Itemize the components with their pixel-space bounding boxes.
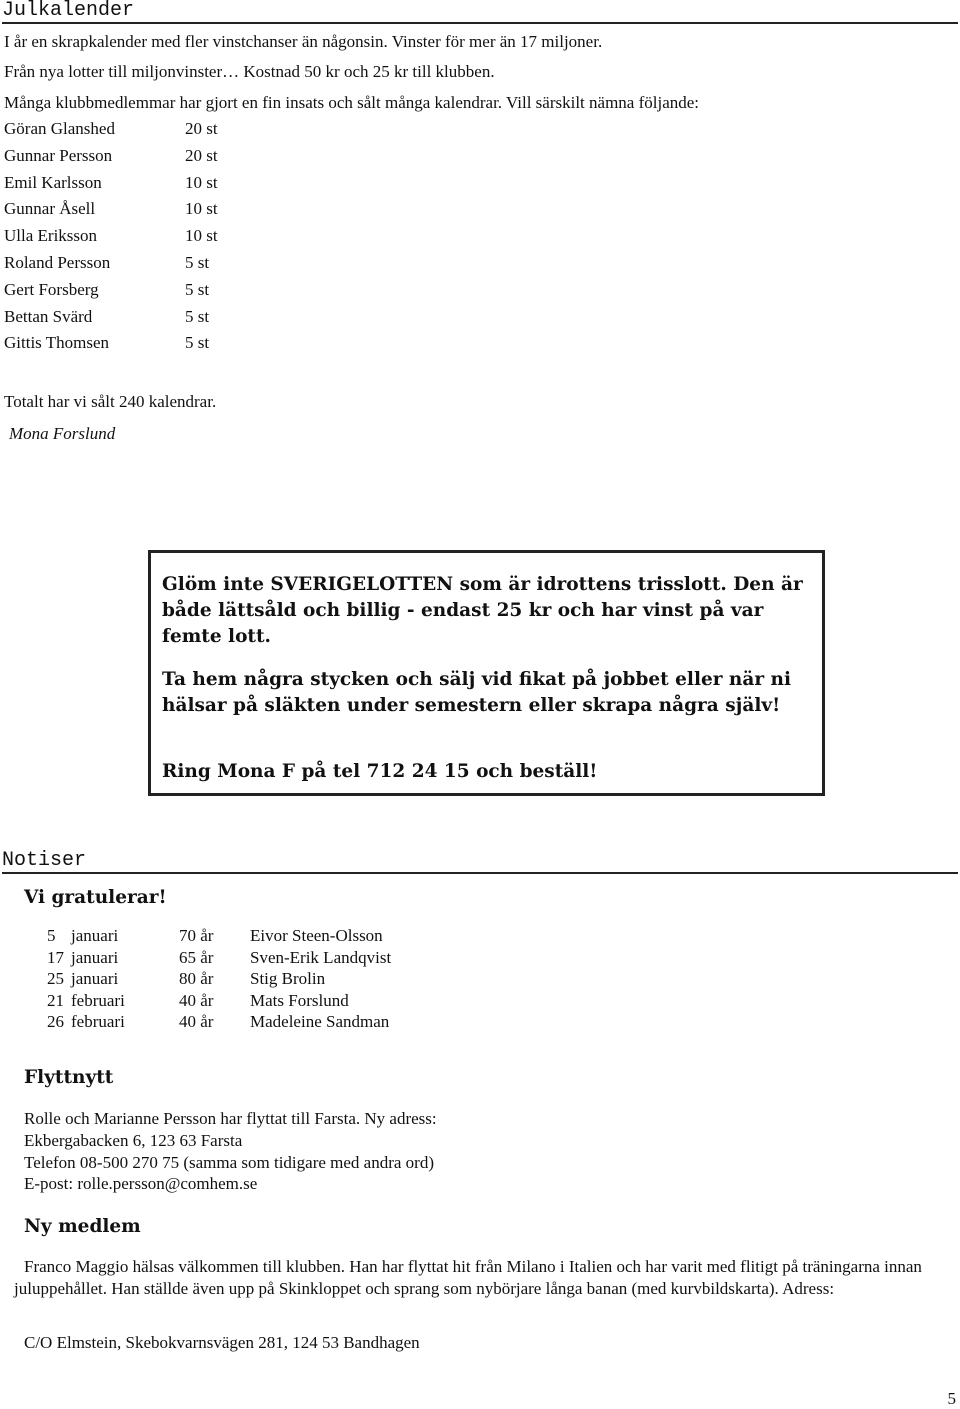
- seller-count: 20 st: [185, 119, 218, 138]
- page-number: 5: [947, 1389, 956, 1408]
- seller-name: Gert Forsberg: [4, 279, 99, 299]
- seller-row: [4, 172, 218, 199]
- sverigelotten-box: [148, 550, 825, 796]
- seller-name: Gunnar Åsell: [4, 199, 96, 219]
- ny-medlem-text: Franco Maggio hälsas välkommen till klubben. Han har flyttat hit från Milano i Italien och har varit med flitigt på träningarna innan juluppehållet. Han ställde även upp på Skinkloppet och sprang som nybörjare långa banan (med kurvbildskarta). Adress:: [14, 1257, 922, 1298]
- birthday-day: 25: [47, 969, 64, 988]
- seller-name: Emil Karlsson: [4, 172, 102, 192]
- birthday-name: Stig Brolin: [250, 969, 326, 988]
- seller-count: 10 st: [185, 199, 218, 219]
- seller-count: 5 st: [185, 333, 210, 353]
- seller-name: Gunnar Persson: [4, 145, 113, 165]
- birthday-row: [47, 925, 391, 947]
- birthday-age: 70 år: [179, 926, 214, 945]
- flyttnytt-line-1: Rolle och Marianne Persson har flyttat till Farsta. Ny adress:: [24, 1109, 437, 1128]
- birthday-day: 26: [47, 1012, 64, 1031]
- seller-count: 10 st: [185, 226, 218, 246]
- birthday-name: Mats Forslund: [250, 990, 349, 1010]
- intro-line-3: Många klubbmedlemmar har gjort en fin insats och sålt många kalendrar. Vill särskilt nämna följande:: [4, 93, 700, 112]
- congrats-heading: Vi gratulerar!: [24, 887, 167, 908]
- julkalender-heading: Julkalender: [2, 0, 958, 24]
- birthday-age: 40 år: [179, 990, 214, 1010]
- signature: Mona Forslund: [9, 424, 116, 443]
- seller-count: 5 st: [185, 306, 210, 326]
- birthday-day: 21: [47, 990, 64, 1010]
- seller-count: 5 st: [185, 252, 210, 272]
- lotto-paragraph-1: Glöm inte SVERIGELOTTEN som är idrottens trisslott. Den är både lättsåld och billig - endast 25 kr och har vinst på var femte lott.: [162, 574, 803, 647]
- seller-row: [4, 225, 218, 252]
- intro-line-2: Från nya lotter till miljonvinster… Kostnad 50 kr och 25 kr till klubben.: [4, 62, 495, 81]
- flyttnytt-line-4: E-post: rolle.persson@comhem.se: [24, 1174, 258, 1193]
- ny-medlem-heading: Ny medlem: [24, 1216, 141, 1237]
- birthday-month: februari: [71, 1012, 125, 1031]
- seller-name: Göran Glanshed: [4, 119, 115, 138]
- seller-count: 5 st: [185, 279, 210, 299]
- sellers-list: [4, 118, 218, 359]
- flyttnytt-heading: Flyttnytt: [24, 1067, 114, 1088]
- birthday-name: Madeleine Sandman: [250, 1012, 390, 1031]
- seller-row: [4, 306, 218, 333]
- seller-name: Bettan Svärd: [4, 306, 93, 326]
- lotto-paragraph-3: Ring Mona F på tel 712 24 15 och beställ!: [162, 761, 598, 782]
- seller-count: 10 st: [185, 172, 218, 192]
- birthday-row: [47, 990, 391, 1012]
- birthday-row: [47, 968, 391, 990]
- birthday-day: 5: [47, 926, 56, 945]
- flyttnytt-line-3: Telefon 08-500 270 75 (samma som tidigare med andra ord): [24, 1153, 435, 1172]
- seller-row: [4, 118, 218, 145]
- birthday-month: januari: [71, 969, 119, 988]
- birthday-row: [47, 1011, 391, 1033]
- birthday-name: Eivor Steen-Olsson: [250, 926, 383, 945]
- seller-name: Roland Persson: [4, 252, 111, 272]
- birthday-age: 40 år: [179, 1012, 214, 1031]
- seller-name: Gittis Thomsen: [4, 333, 109, 353]
- ny-medlem-address: C/O Elmstein, Skebokvarnsvägen 281, 124 53 Bandhagen: [24, 1333, 420, 1352]
- intro-line-1: I år en skrapkalender med fler vinstchanser än någonsin. Vinster för mer än 17 miljoner.: [4, 32, 603, 51]
- seller-row: [4, 198, 218, 225]
- total-sold: Totalt har vi sålt 240 kalendrar.: [4, 392, 217, 411]
- birthday-day: 17: [47, 947, 64, 967]
- seller-row: [4, 279, 218, 306]
- birthday-name: Sven-Erik Landqvist: [250, 947, 392, 967]
- seller-row: [4, 252, 218, 279]
- flyttnytt-line-2: Ekbergabacken 6, 123 63 Farsta: [24, 1131, 243, 1150]
- notiser-heading: Notiser: [2, 850, 958, 874]
- seller-count: 20 st: [185, 145, 218, 165]
- seller-row: [4, 332, 218, 359]
- birthday-age: 65 år: [179, 947, 214, 967]
- birthday-age: 80 år: [179, 969, 214, 988]
- seller-row: [4, 145, 218, 172]
- birthday-month: februari: [71, 990, 125, 1010]
- birthday-month: januari: [71, 947, 119, 967]
- birthday-month: januari: [71, 926, 119, 945]
- birthday-list: [47, 925, 391, 1033]
- birthday-row: [47, 947, 391, 969]
- lotto-paragraph-2: Ta hem några stycken och sälj vid fikat på jobbet eller när ni hälsar på släkten under semestern eller skrapa några själv!: [162, 669, 792, 716]
- seller-name: Ulla Eriksson: [4, 226, 98, 246]
